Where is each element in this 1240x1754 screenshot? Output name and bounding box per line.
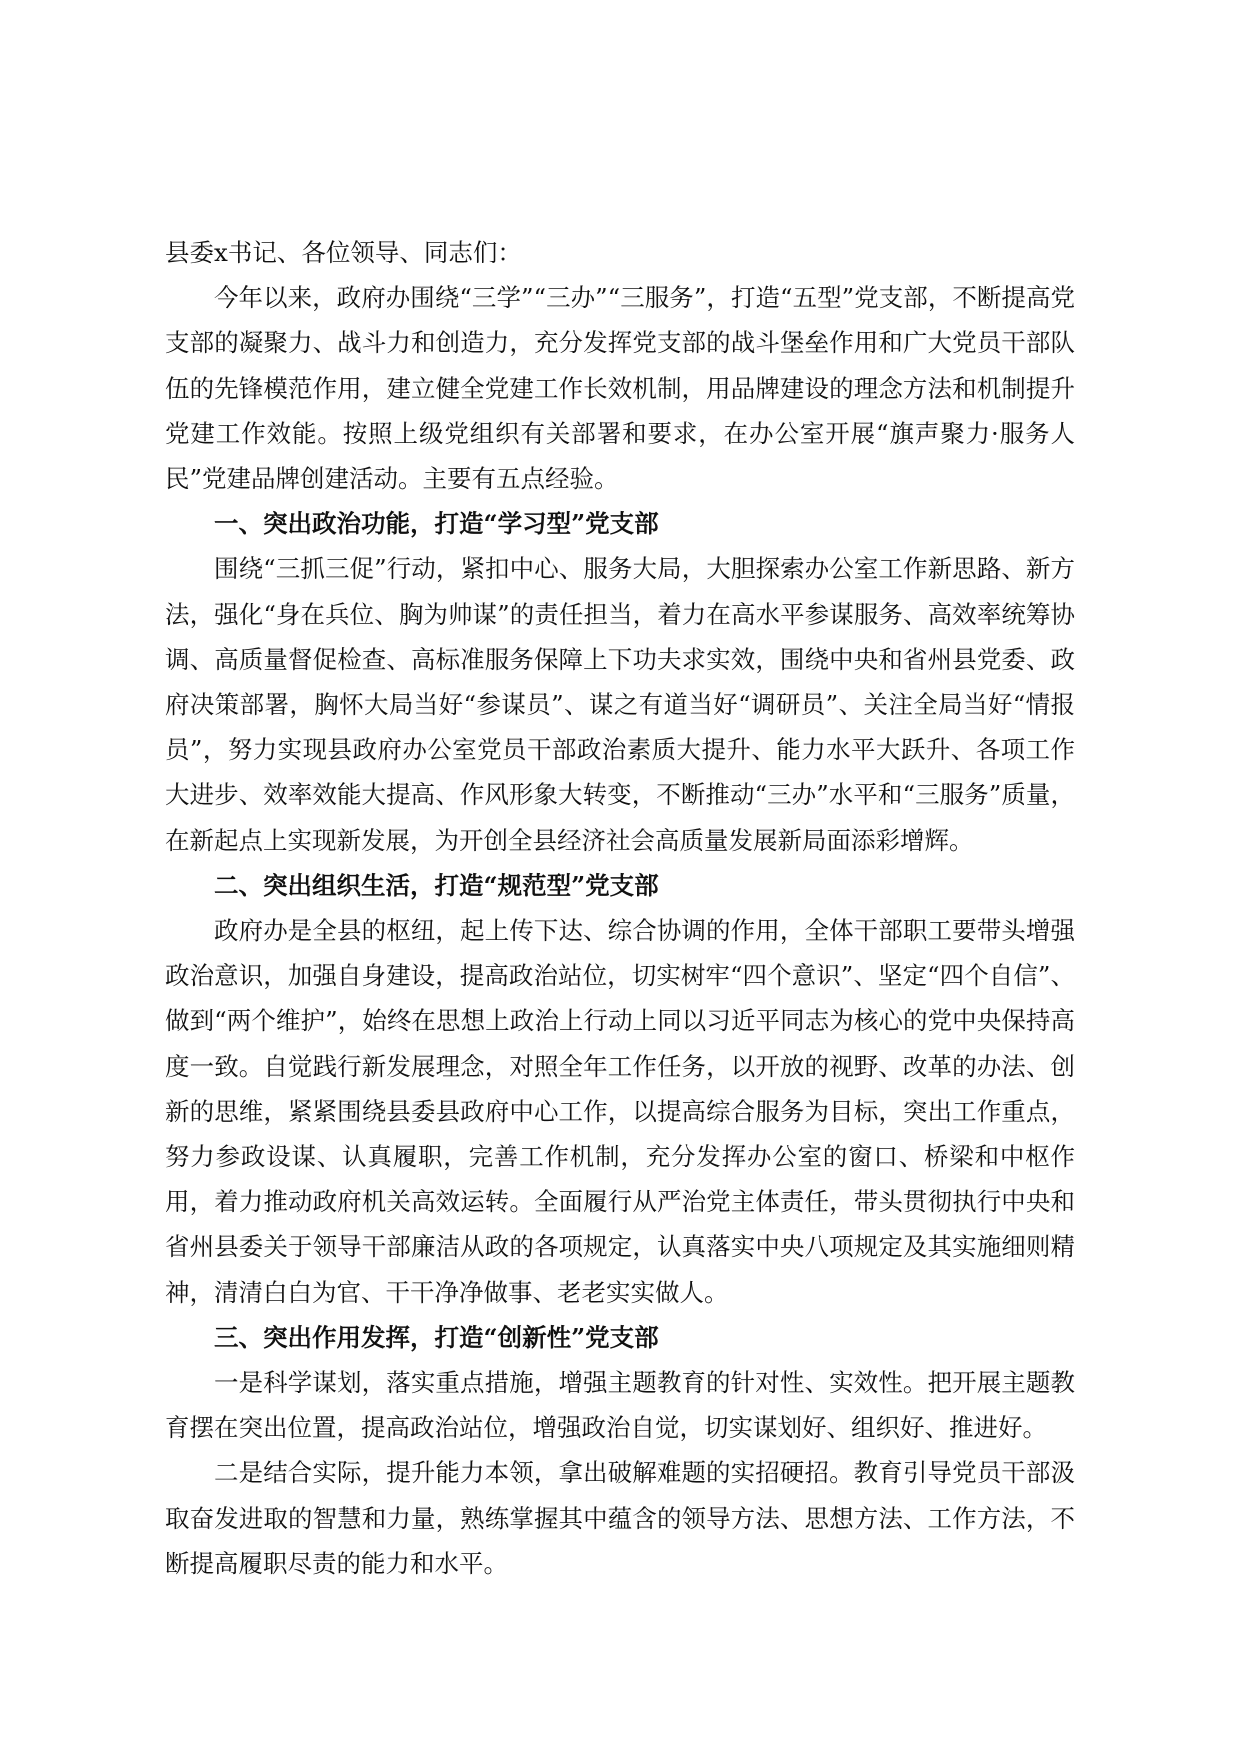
document-page	[165, 230, 1075, 1586]
salutation: 县委x书记、各位领导、同志们：	[165, 238, 522, 267]
section-heading-3: 三、突出作用发挥，打造“创新性”党支部	[214, 1322, 659, 1352]
section-2-paragraph-1: 政府办是全县的枢纽，起上传下达、综合协调的作用，全体干部职工要带头增强政治意识，加强自身建设，提高政治站位，切实树牢“四个意识”、坚定“四个自信”、做到“两个维护”，始终在思想上政治上行动上同以习近平同志为核心的党中央保持高度一致。自觉践行新发展理念，对照全年工作任务，以开放的视野、改革的办法、创新的思维，紧紧围绕县委县政府中心工作，以提高综合服务为目标，突出工作重点，努力参政设谋、认真履职，完善工作机制，充分发挥办公室的窗口、桥梁和中枢作用，着力推动政府机关高效运转。全面履行从严治党主体责任，带头贯彻执行中央和省州县委关于领导干部廉洁从政的各项规定，认真落实中央八项规定及其实施细则精神，清清白白为官、干干净净做事、老老实实做人。	[165, 916, 1075, 1307]
section-3-paragraph-2: 二是结合实际，提升能力本领，拿出破解难题的实招硬招。教育引导党员干部汲取奋发进取的智慧和力量，熟练掌握其中蕴含的领导方法、思想方法、工作方法，不断提高履职尽责的能力和水平。	[165, 1458, 1075, 1578]
intro-paragraph: 今年以来，政府办围绕“三学”“三办”“三服务”，打造“五型”党支部，不断提高党支部的凝聚力、战斗力和创造力，充分发挥党支部的战斗堡垒作用和广大党员干部队伍的先锋模范作用，建立健全党建工作长效机制，用品牌建设的理念方法和机制提升党建工作效能。按照上级党组织有关部署和要求，在办公室开展“旗声聚力·服务人民”党建品牌创建活动。主要有五点经验。	[165, 283, 1075, 494]
section-heading-2: 二、突出组织生活，打造“规范型”党支部	[214, 870, 659, 900]
section-3-paragraph-1: 一是科学谋划，落实重点措施，增强主题教育的针对性、实效性。把开展主题教育摆在突出位置，提高政治站位，增强政治自觉，切实谋划好、组织好、推进好。	[165, 1368, 1075, 1443]
section-1-paragraph-1: 围绕“三抓三促”行动，紧扣中心、服务大局，大胆探索办公室工作新思路、新方法，强化“身在兵位、胸为帅谋”的责任担当，着力在高水平参谋服务、高效率统筹协调、高质量督促检查、高标准服务保障上下功夫求实效，围绕中央和省州县党委、政府决策部署，胸怀大局当好“参谋员”、谋之有道当好“调研员”、关注全局当好“情报员”，努力实现县政府办公室党员干部政治素质大提升、能力水平大跃升、各项工作大进步、效率效能大提高、作风形象大转变，不断推动“三办”水平和“三服务”质量，在新起点上实现新发展，为开创全县经济社会高质量发展新局面添彩增辉。	[165, 554, 1075, 855]
section-heading-1: 一、突出政治功能，打造“学习型”党支部	[214, 509, 659, 539]
